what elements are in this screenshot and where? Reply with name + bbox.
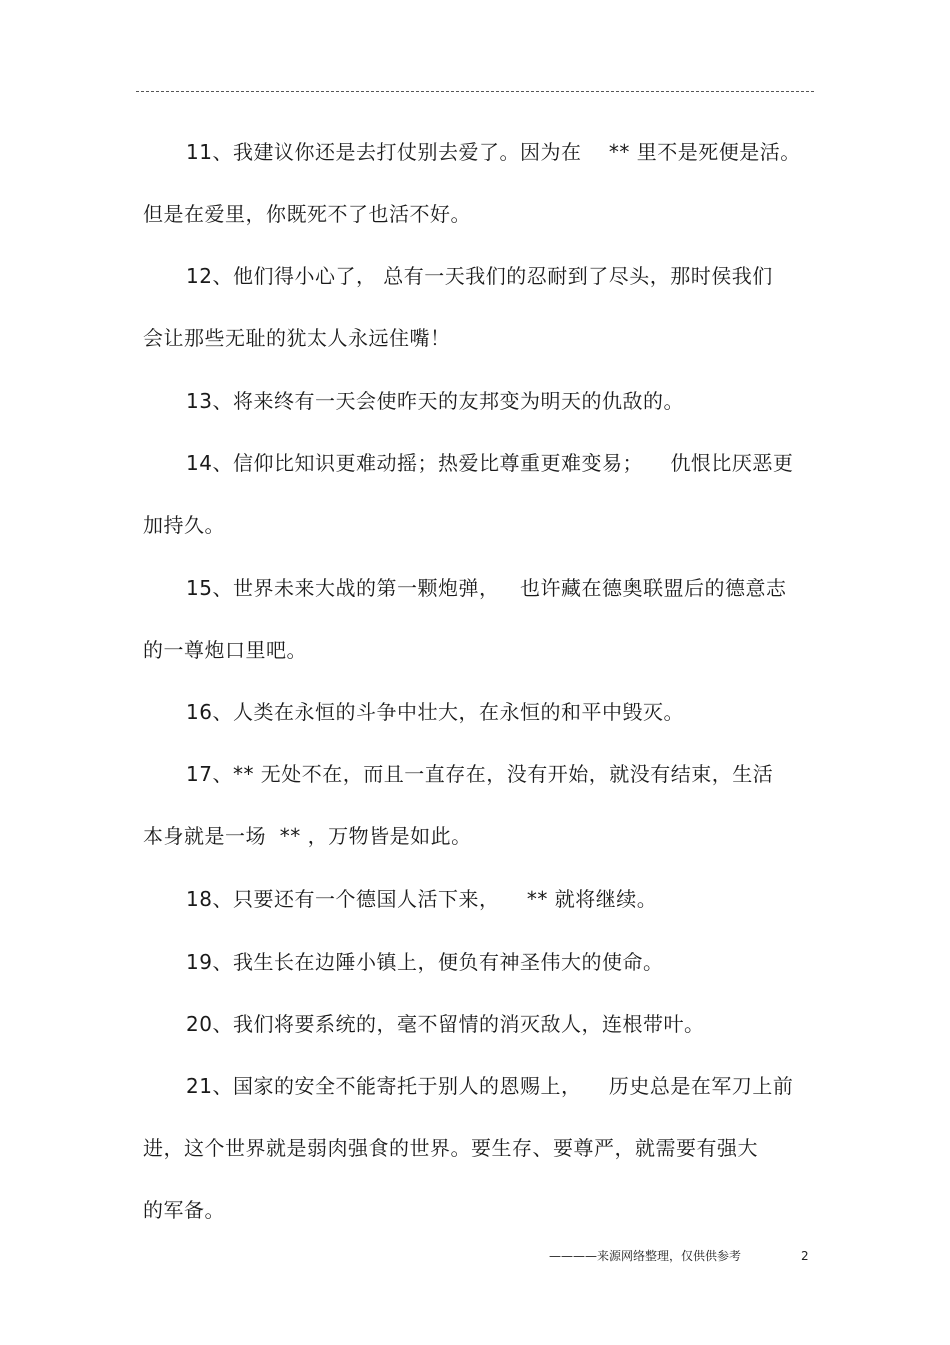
quote-14-line-1: 14、信仰比知识更难动摇；热爱比尊重更难变易； 仇恨比厌恶更 <box>186 451 794 475</box>
quote-11-line-1: 11、我建议你还是去打仗别去爱了。因为在 ** 里不是死便是活。 <box>186 140 801 164</box>
quote-15-line-1: 15、世界未来大战的第一颗炮弹， 也许藏在德奥联盟后的德意志 <box>186 576 787 600</box>
quote-16-line-1: 16、人类在永恒的斗争中壮大，在永恒的和平中毁灭。 <box>186 700 684 724</box>
quote-11-line-2: 但是在爱里，你既死不了也活不好。 <box>143 202 471 226</box>
quote-14-line-2: 加持久。 <box>143 513 225 537</box>
quote-15-line-2: 的一尊炮口里吧。 <box>143 638 307 662</box>
quote-13-line-1: 13、将来终有一天会使昨天的友邦变为明天的仇敌的。 <box>186 389 684 413</box>
page-number: 2 <box>801 1249 809 1263</box>
quote-18-line-1: 18、只要还有一个德国人活下来， ** 就将继续。 <box>186 887 658 911</box>
quote-12-line-1: 12、他们得小心了， 总有一天我们的忍耐到了尽头，那时侯我们 <box>186 264 773 288</box>
quote-21-line-1: 21、国家的安全不能寄托于别人的恩赐上， 历史总是在军刀上前 <box>186 1074 794 1098</box>
footer-source-note: ————来源网络整理，仅供供参考 <box>549 1249 742 1263</box>
quote-20-line-1: 20、我们将要系统的，毫不留情的消灭敌人，连根带叶。 <box>186 1012 705 1036</box>
quote-17-line-1: 17、** 无处不在，而且一直存在，没有开始，就没有结束，生活 <box>186 762 774 786</box>
quote-19-line-1: 19、我生长在边陲小镇上，便负有神圣伟大的使命。 <box>186 950 664 974</box>
quote-12-line-2: 会让那些无耻的犹太人永远住嘴！ <box>143 326 451 350</box>
quote-17-line-2: 本身就是一场 ** ，万物皆是如此。 <box>143 824 472 848</box>
quote-21-line-3: 的军备。 <box>143 1198 225 1222</box>
quote-21-line-2: 进，这个世界就是弱肉强食的世界。要生存、要尊严，就需要有强大 <box>143 1136 758 1160</box>
